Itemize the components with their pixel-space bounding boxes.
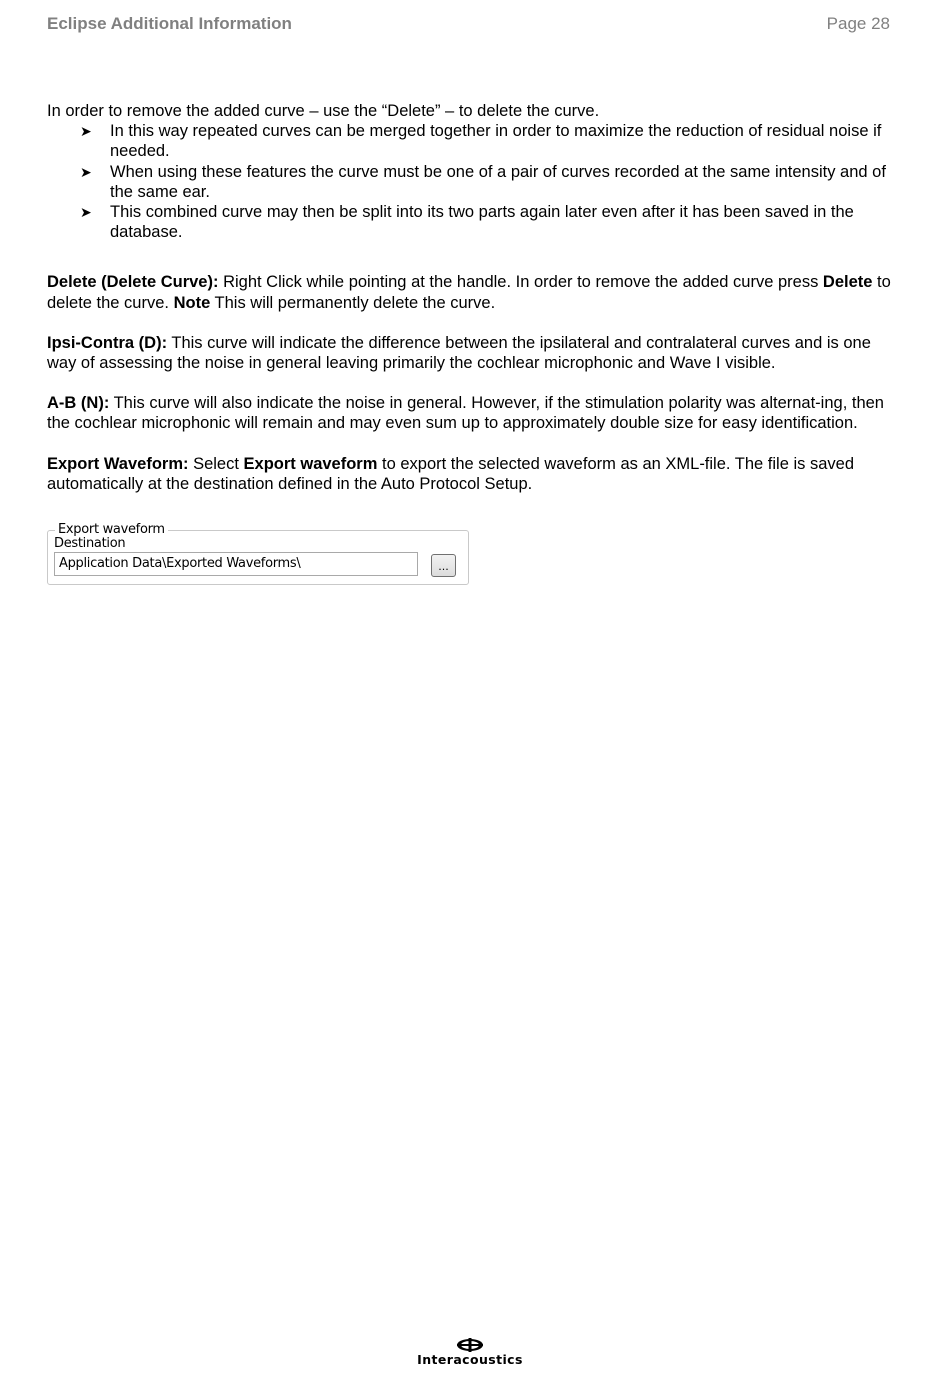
page-header	[47, 14, 890, 38]
bullet-text: This combined curve may then be split into its two parts again later even after it has been saved in the database.	[110, 203, 854, 242]
interacoustics-logo-icon	[455, 1338, 485, 1352]
intro-paragraph: In order to remove the added curve – use the “Delete” – to delete the curve.	[47, 102, 600, 120]
arrow-bullet-icon: ➤	[80, 204, 92, 221]
delete-keyword: Delete	[822, 273, 873, 292]
list-item	[47, 202, 893, 242]
bullet-text: When using these features the curve must be one of a pair of curves recorded at the same intensity and of the same ear.	[110, 162, 886, 201]
delete-paragraph: Delete (Delete Curve): Right Click while pointing at the handle. In order to remove the added curve press Delete to delete the curve. Note This will permanently delete the curve.	[47, 273, 891, 312]
a-b-paragraph: A-B (N): This curve will also indicate the noise in general. However, if the stimulation polarity was alternat-ing, then the cochlear microphonic will remain and may even sum up to approximately double size for easy identification.	[47, 394, 884, 433]
export-keyword: Export waveform	[243, 454, 378, 473]
export-paragraph: Export Waveform: Select Export waveform to export the selected waveform as an XML-file. The file is saved automatically at the destination defined in the Auto Protocol Setup.	[47, 454, 854, 493]
list-item	[47, 162, 893, 202]
delete-term: Delete (Delete Curve):	[47, 273, 219, 292]
browse-button[interactable]: ...	[431, 554, 456, 577]
bullet-text: In this way repeated curves can be merged together in order to maximize the reduction of residual noise if needed.	[110, 122, 882, 161]
list-item	[47, 121, 893, 161]
export-term: Export Waveform:	[47, 454, 189, 473]
arrow-bullet-icon: ➤	[80, 123, 92, 140]
export-waveform-group	[47, 522, 469, 584]
footer-logo	[407, 1338, 533, 1368]
destination-input[interactable]: Application Data\Exported Waveforms\	[54, 552, 418, 576]
bullet-list	[47, 121, 893, 242]
group-label: Export waveform	[55, 522, 168, 538]
ipsi-contra-term: Ipsi-Contra (D):	[47, 333, 168, 352]
destination-label: Destination	[54, 536, 126, 551]
page-content	[47, 101, 893, 494]
note-keyword: Note	[173, 293, 211, 312]
arrow-bullet-icon: ➤	[80, 163, 92, 180]
a-b-term: A-B (N):	[47, 394, 110, 413]
brand-name: Interacoustics	[417, 1352, 523, 1367]
ipsi-contra-paragraph: Ipsi-Contra (D): This curve will indicate the difference between the ipsilateral and contralateral curves and is one way of assessing the noise in general leaving primarily the cochlear microphonic and Wave I visible.	[47, 333, 871, 373]
page-number: Page 28	[826, 14, 890, 33]
document-title: Eclipse Additional Information	[47, 14, 292, 33]
